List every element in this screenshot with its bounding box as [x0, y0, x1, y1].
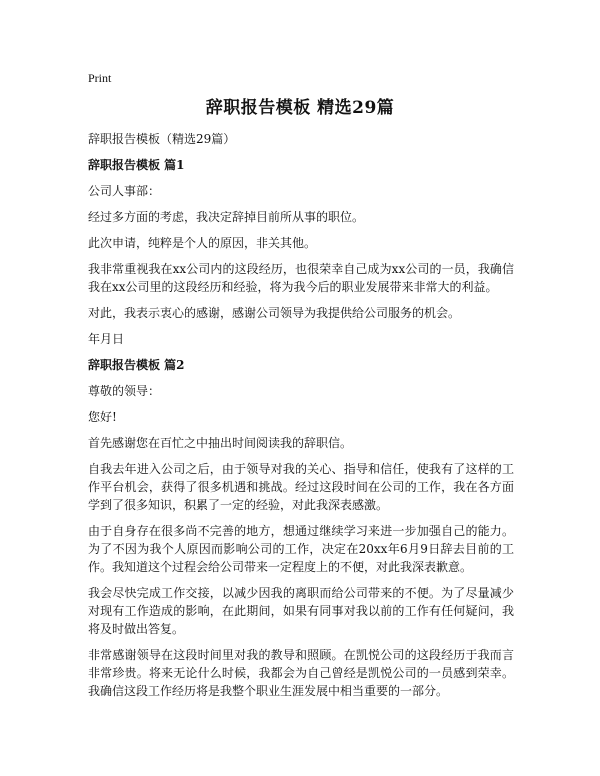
paragraph: 您好!	[88, 410, 117, 424]
document-body	[88, 130, 514, 708]
paragraph: 对此，我表示衷心的感谢，感谢公司领导为我提供给公司服务的机会。	[88, 306, 461, 320]
paragraph: 公司人事部：	[88, 184, 161, 198]
print-label[interactable]: Print	[88, 71, 112, 85]
paragraph: 此次申请，纯粹是个人的原因，非关其他。	[88, 236, 317, 250]
paragraph: 首先感谢您在百忙之中抽出时间阅读我的辞职信。	[88, 436, 353, 450]
paragraph: 由于自身存在很多尚不完善的地方，想通过继续学习来进一步加强自己的能力。为了不因为我个人原因而影响公司的工作，决定在20xx年6月9日辞去目前的工作。我知道这个过程会给公司带来一定程度上的不便，对此我深表歉意。	[88, 524, 514, 574]
paragraph: 我非常重视我在xx公司内的这段经历，也很荣幸自己成为xx公司的一员，我确信我在xx公司里的这段经历和经验，将为我今后的职业发展带来非常大的利益。	[88, 262, 514, 294]
section-heading-2: 辞职报告模板 篇2	[88, 358, 185, 372]
paragraph: 非常感谢领导在这段时间里对我的教导和照顾。在凯悦公司的这段经历于我而言非常珍贵。将来无论什么时候，我都会为自己曾经是凯悦公司的一员感到荣幸。我确信这段工作经历将是我整个职业生涯发展中相当重要的一部分。	[88, 648, 514, 698]
paragraph: 年月日	[88, 332, 125, 346]
paragraph: 自我去年进入公司之后，由于领导对我的关心、指导和信任，使我有了这样的工作平台机会，获得了很多机遇和挑战。经过这段时间在公司的工作，我在各方面学到了很多知识，积累了一定的经验，对此我深表感激。	[88, 462, 514, 512]
paragraph: 经过多方面的考虑，我决定辞掉目前所从事的职位。	[88, 210, 365, 224]
section-heading-1: 辞职报告模板 篇1	[88, 158, 185, 172]
paragraph: 尊敬的领导：	[88, 384, 161, 398]
paragraph: 我会尽快完成工作交接，以减少因我的离职而给公司带来的不便。为了尽量减少对现有工作造成的影响，在此期间，如果有同事对我以前的工作有任何疑问，我将及时做出答复。	[88, 586, 514, 636]
subtitle: 辞职报告模板（精选29篇）	[88, 132, 236, 146]
page-title: 辞职报告模板 精选29篇	[205, 98, 395, 118]
